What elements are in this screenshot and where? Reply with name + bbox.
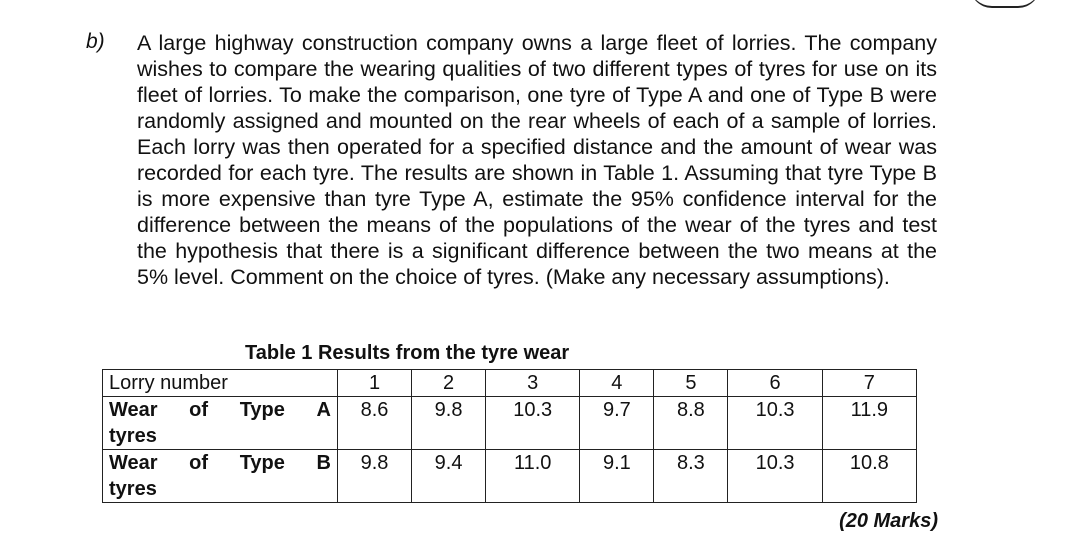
- lorry-number-cell: 7: [822, 370, 916, 397]
- lorry-number-cell: 3: [486, 370, 580, 397]
- row-label-line2: tyres: [109, 425, 157, 447]
- wear-value-cell: 9.7: [580, 397, 654, 450]
- row-label-word: of: [189, 452, 209, 474]
- row-label-word: Wear: [109, 452, 158, 474]
- wear-value-cell: 9.8: [338, 450, 412, 503]
- row-label-word: of: [189, 399, 209, 421]
- wear-value-cell: 8.8: [654, 397, 728, 450]
- row-label-type-b: [103, 450, 338, 503]
- table-row-type-a: [103, 397, 917, 450]
- question-label: b): [86, 30, 105, 53]
- table-header-row: [103, 370, 917, 397]
- cropped-bracket-mark: [970, 0, 1040, 8]
- row-label-word: Type: [239, 399, 285, 421]
- lorry-number-cell: 5: [654, 370, 728, 397]
- lorry-number-cell: 1: [338, 370, 412, 397]
- wear-value-cell: 11.9: [822, 397, 916, 450]
- row-label-word: A: [316, 399, 331, 421]
- row-label-type-a: [103, 397, 338, 450]
- row-label-word: Wear: [109, 399, 158, 421]
- wear-value-cell: 10.3: [728, 397, 822, 450]
- row-label-word: Type: [239, 452, 285, 474]
- wear-value-cell: 10.3: [486, 397, 580, 450]
- wear-value-cell: 10.3: [728, 450, 822, 503]
- marks-label: (20 Marks): [839, 510, 938, 532]
- lorry-number-cell: 6: [728, 370, 822, 397]
- wear-value-cell: 9.4: [412, 450, 486, 503]
- lorry-number-cell: 2: [412, 370, 486, 397]
- wear-value-cell: 9.8: [412, 397, 486, 450]
- table-row-type-b: [103, 450, 917, 503]
- lorry-number-cell: 4: [580, 370, 654, 397]
- wear-value-cell: 11.0: [486, 450, 580, 503]
- header-label: Lorry number: [103, 370, 338, 397]
- row-label-word: B: [316, 452, 331, 474]
- row-label-line2: tyres: [109, 478, 157, 500]
- wear-value-cell: 10.8: [822, 450, 916, 503]
- table-caption: Table 1 Results from the tyre wear: [245, 342, 570, 364]
- results-table: [102, 369, 917, 503]
- wear-value-cell: 8.3: [654, 450, 728, 503]
- wear-value-cell: 9.1: [580, 450, 654, 503]
- wear-value-cell: 8.6: [338, 397, 412, 450]
- question-text: A large highway construction company owns a large fleet of lorries. The company wishes to compare the wearing qualities of two different types of tyres for use on its fleet of lorries. To make the comparison, one tyre of Type A and one of Type B were randomly assigned and mounted on the rear wheels of each of a sample of lorries. Each lorry was then operated for a specified distance and the amount of wear was recorded for each tyre. The results are shown in Table 1. Assuming that tyre Type B is more expensive than tyre Type A, estimate the 95% confidence interval for the difference between the means of the populations of the wear of the tyres and test the hypothesis that there is a significant difference between the two means at the 5% level. Comment on the choice of tyres. (Make any necessary assumptions).: [137, 31, 937, 289]
